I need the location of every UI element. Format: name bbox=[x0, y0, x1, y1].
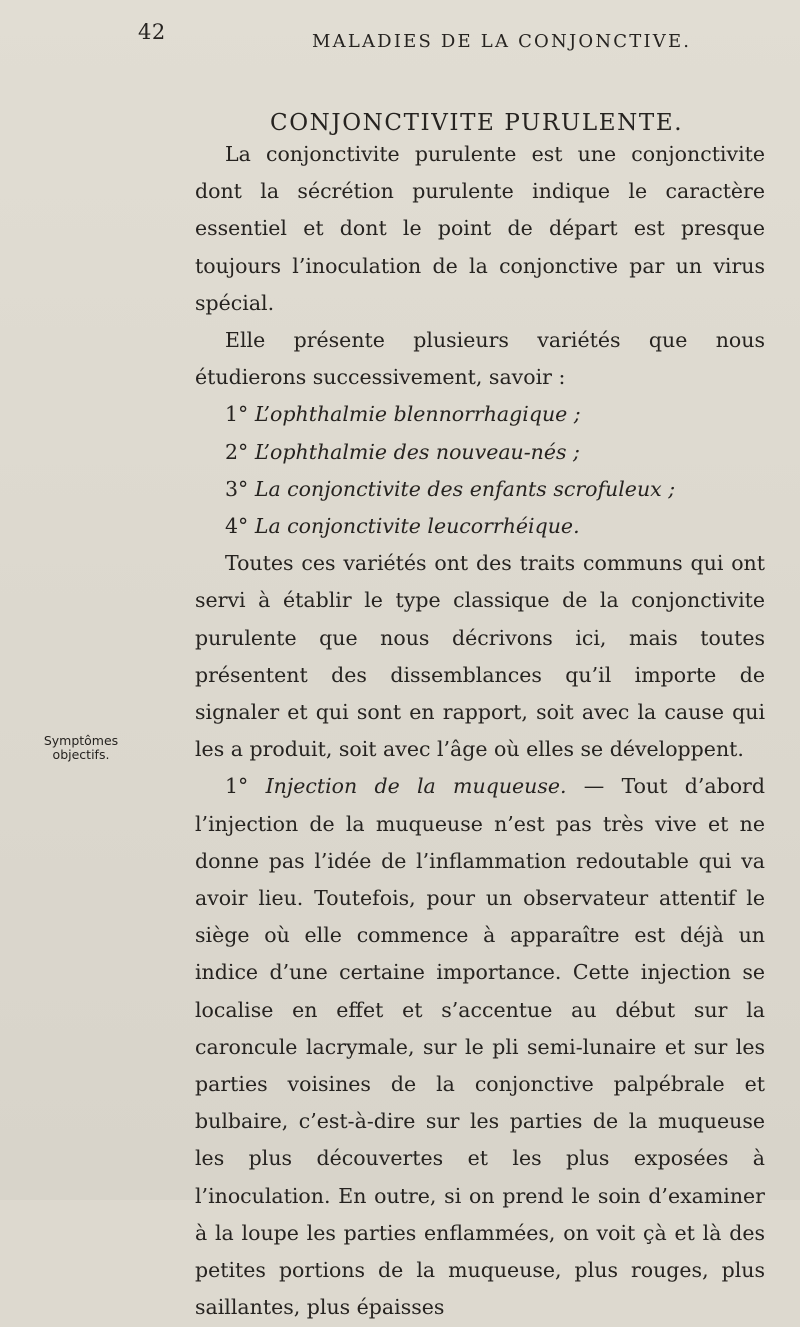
body-text bbox=[195, 136, 765, 1327]
injection-number: 1° bbox=[225, 774, 249, 799]
margin-note-line-1: Symptômes bbox=[43, 733, 119, 748]
paragraph-intro: La conjonctivite purulente est une conjonctivite dont la sécrétion purulente indique le caractère essentiel et dont le point de départ est presque toujours l’inoculation de la conjonctive par un virus spécial. bbox=[195, 142, 765, 315]
section-title: CONJONCTIVITE PURULENTE. bbox=[270, 110, 684, 136]
list-item-text: L’ophthalmie des nouveau-nés ; bbox=[254, 439, 580, 464]
paragraph-injection bbox=[195, 768, 765, 1326]
list-item bbox=[195, 508, 765, 545]
list-item-number: 1° bbox=[225, 402, 249, 427]
list-item-number: 4° bbox=[225, 514, 249, 539]
paragraph-common-traits: Toutes ces variétés ont des traits communs qui ont servi à établir le type classique de la conjonctivite purulente que nous décrivons ici, mais toutes présentent des dissemblances qu’il importe de signaler et qui sont en rapport, soit avec la cause qui les a produit, soit avec l’âge où elles se développent. bbox=[195, 551, 765, 762]
running-head: MALADIES DE LA CONJONCTIVE. bbox=[312, 31, 692, 52]
list-item bbox=[195, 434, 765, 471]
list-item bbox=[195, 471, 765, 508]
paragraph-varieties-intro: Elle présente plusieurs variétés que nous étudierons successivement, savoir : bbox=[195, 328, 765, 390]
injection-heading: Injection de la muqueuse. bbox=[265, 774, 567, 799]
list-item-text: La conjonctivite des enfants scrofuleux ; bbox=[254, 476, 676, 501]
list-item-number: 3° bbox=[225, 476, 249, 501]
list-item bbox=[195, 396, 765, 433]
injection-text: — Tout d’abord l’injection de la muqueuse n’est pas très vive et ne donne pas l’idée de l’inflammation redoutable qui va avoir lieu. Toutefois, pour un observateur attentif le siège où elle commence à apparaître est déjà un indice d’une certaine importance. Cette injection se localise en effet et s’accentue au début sur la caroncule lacrymale, sur le pli semi-lunaire et sur les parties voisines de la conjonctive palpébrale et bulbaire, c’est-à-dire sur les parties de la muqueuse les plus découvertes et les plus exposées à l’inoculation. En outre, si on prend le soin d’examiner à la loupe les parties enflammées, on voit çà et là des petites portions de la muqueuse, plus rouges, plus saillantes, plus épaisses bbox=[195, 774, 765, 1320]
list-item-number: 2° bbox=[225, 439, 249, 464]
margin-note-line-2: objectifs. bbox=[52, 747, 110, 762]
list-item-text: L’ophthalmie blennorrhagique ; bbox=[254, 402, 581, 427]
list-item-text: La conjonctivite leucorrhéique. bbox=[254, 514, 580, 539]
page-number: 42 bbox=[138, 20, 166, 44]
margin-note bbox=[38, 734, 124, 762]
